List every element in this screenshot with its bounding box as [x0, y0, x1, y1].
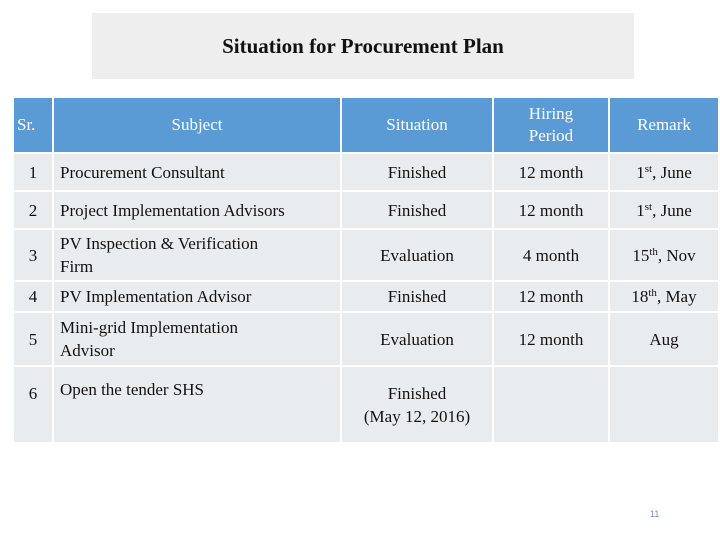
- cell-hiring-period: 12 month: [494, 154, 608, 190]
- title-box: [92, 13, 634, 79]
- table-row: [14, 282, 718, 311]
- cell-remark: Aug: [610, 313, 718, 365]
- cell-situation: Evaluation: [342, 230, 492, 280]
- cell-remark: 1st, June: [610, 192, 718, 228]
- cell-subject: Mini-grid Implementation Advisor: [54, 313, 340, 365]
- cell-situation: Finished: [342, 282, 492, 311]
- cell-remark: 18th, May: [610, 282, 718, 311]
- header-hiring-period: Hiring Period: [494, 98, 608, 152]
- table-row: [14, 154, 718, 190]
- cell-sr: 2: [14, 192, 52, 228]
- cell-hiring-period: 12 month: [494, 192, 608, 228]
- cell-remark: [610, 367, 718, 442]
- table-row: [14, 313, 718, 365]
- cell-situation: Evaluation: [342, 313, 492, 365]
- cell-hiring-period: 4 month: [494, 230, 608, 280]
- header-sr: Sr.: [14, 98, 52, 152]
- page-title: Situation for Procurement Plan: [222, 33, 504, 58]
- cell-sr: 1: [14, 154, 52, 190]
- table-row: [14, 192, 718, 228]
- cell-situation: Finished (May 12, 2016): [342, 367, 492, 442]
- header-situation: Situation: [342, 98, 492, 152]
- cell-subject: PV Inspection & Verification Firm: [54, 230, 340, 280]
- cell-subject: PV Implementation Advisor: [54, 282, 340, 311]
- header-remark: Remark: [610, 98, 718, 152]
- cell-sr: 6: [14, 367, 52, 442]
- table-header-row: [14, 98, 718, 152]
- cell-situation: Finished: [342, 192, 492, 228]
- cell-hiring-period: 12 month: [494, 313, 608, 365]
- cell-sr: 5: [14, 313, 52, 365]
- cell-subject: Procurement Consultant: [54, 154, 340, 190]
- cell-remark: 15th, Nov: [610, 230, 718, 280]
- table-row: [14, 367, 718, 442]
- table-row: [14, 230, 718, 280]
- cell-remark: 1st, June: [610, 154, 718, 190]
- page-number: 11: [650, 509, 660, 519]
- cell-subject: Open the tender SHS: [54, 367, 340, 442]
- cell-sr: 3: [14, 230, 52, 280]
- cell-situation: Finished: [342, 154, 492, 190]
- cell-hiring-period: 12 month: [494, 282, 608, 311]
- header-subject: Subject: [54, 98, 340, 152]
- cell-sr: 4: [14, 282, 52, 311]
- cell-subject: Project Implementation Advisors: [54, 192, 340, 228]
- cell-hiring-period: [494, 367, 608, 442]
- procurement-table: [12, 96, 720, 444]
